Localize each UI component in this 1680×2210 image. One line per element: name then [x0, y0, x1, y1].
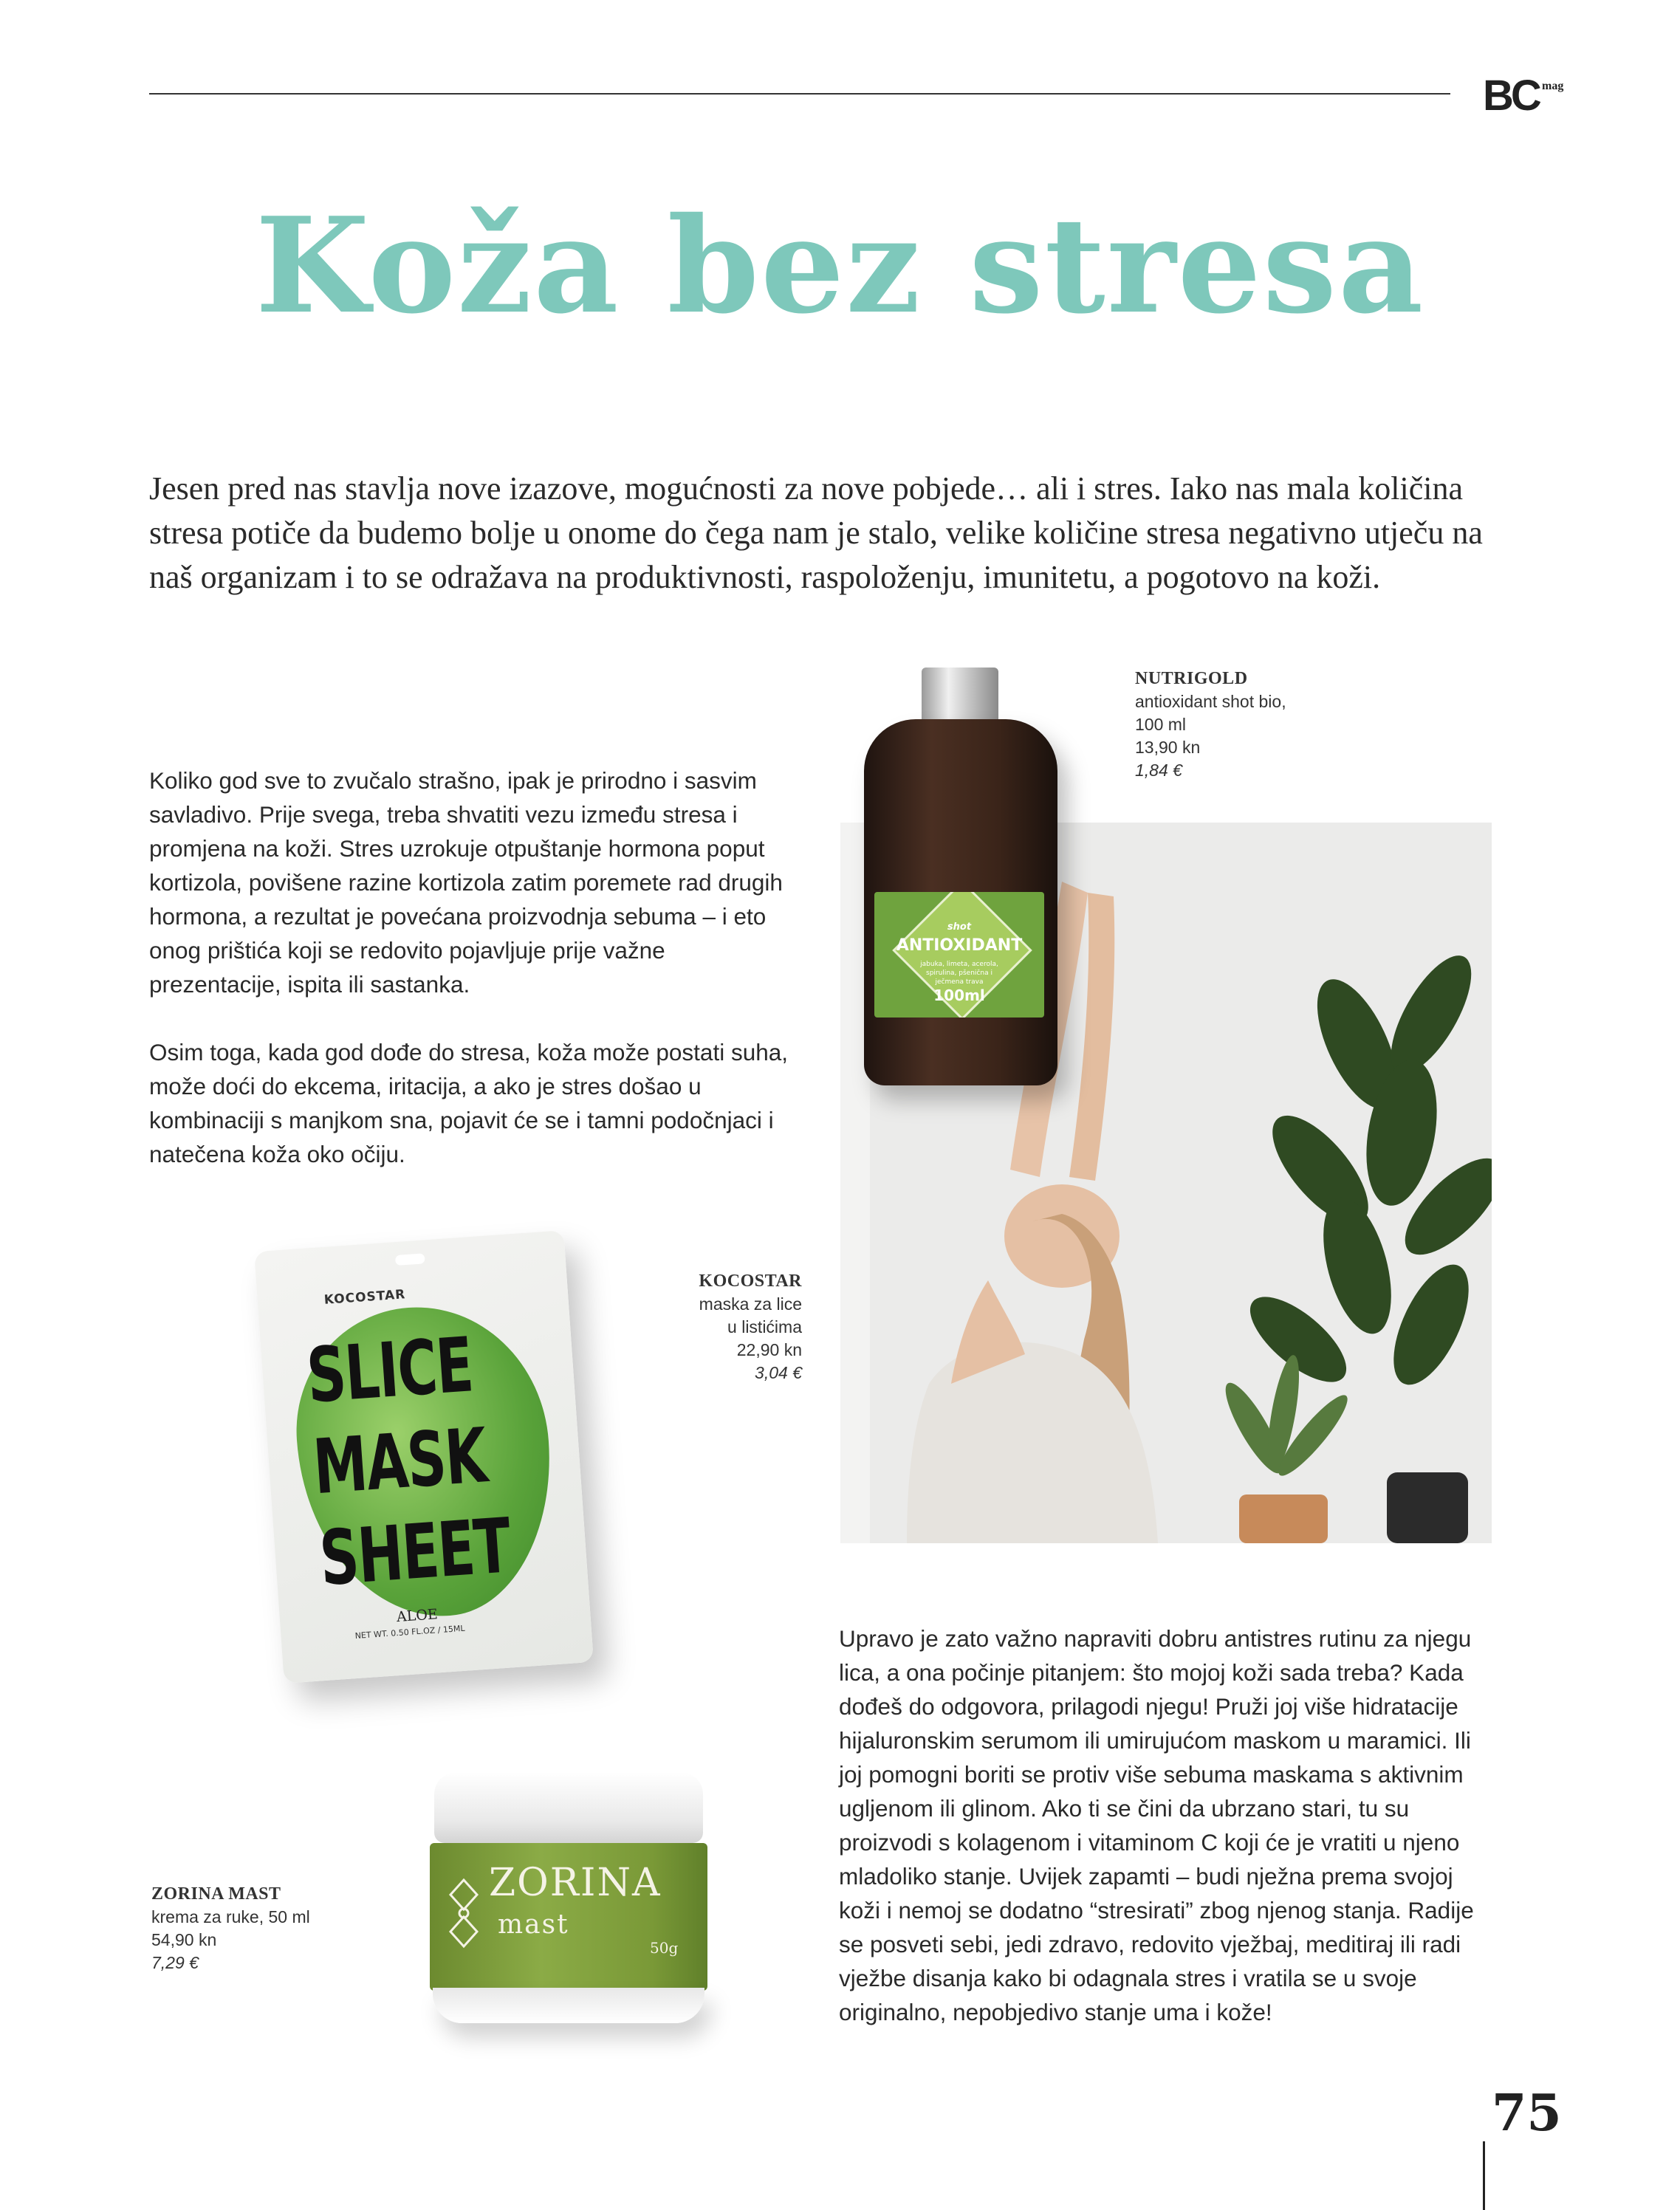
article-title: Koža bez stresa: [255, 188, 1425, 343]
zorina-brand: ZORINA MAST: [151, 1884, 281, 1904]
right-paragraph: Upravo je zato važno napraviti dobru antistres rutinu za njegu lica, a ona počinje pitanjem: što mojoj koži sada treba? Kada dođeš do odgovora, prilagodi njegu! Pruži joj više hidratacije hijaluronskim serumom ili umirujućom maskom u maramici. Ili joj pomogni boriti se protiv više sebuma maskama s aktivnim ugljenom ili glinom. Ako ti se čini da ubrzano stari, tu su proizvodi s kolagenom i vitaminom C koji će je vratiti u njeno mladoliko stanje. Uvijek zapamti – budi nježna prema svojoj koži i nemoj se dodatno “stresirati” zbog njenog stanja. Radije se posveti sebi, jedi zdravo, redovito vježbaj, meditiraj ili radi vježbe disanja kako bi odagnala stres i vratila se u svoje originalno, nepobjedivo stanje uma i kože!: [839, 1625, 1474, 2025]
bottle-cap: [922, 668, 998, 725]
jar-weight: 50g: [650, 1939, 679, 1957]
zorina-price-eur: 7,29 €: [151, 1953, 199, 1972]
antioxidant-bottle-image: [857, 668, 1067, 1096]
kocostar-brand: KOCOSTAR: [699, 1272, 802, 1291]
zorina-price-kn: 54,90 kn: [151, 1930, 217, 1949]
pack-title-line-2: MASK: [310, 1412, 490, 1512]
right-column: [839, 1622, 1489, 2063]
nutrigold-brand: NUTRIGOLD: [1135, 669, 1248, 688]
left-column: [149, 763, 799, 1205]
kocostar-line-1: maska za lice: [699, 1294, 802, 1314]
label-volume: 100ml: [933, 986, 985, 1004]
pack-net-weight: NET WT. 0.50 FL.OZ / 15ML: [354, 1623, 465, 1641]
left-paragraph-1: Koliko god sve to zvučalo strašno, ipak je prirodno i sasvim savladivo. Prije svega, treba shvatiti vezu između stresa i promjena na koži. Stres uzrokuje otpuštanje hormona poput kortizola, povišene razine kortizola zatim poremete rad drugih hormona, a rezultat je povećana proizvodnja sebuma – i eto onog prištića koji se redovito pojavljuje prije važne prezentacije, ispita ili sastanka.: [149, 767, 783, 998]
pack-hang-notch: [395, 1253, 425, 1266]
label-top-text: shot: [947, 922, 972, 933]
pack-title: [304, 1320, 513, 1605]
logo-main-text: BC: [1483, 72, 1539, 120]
nutrigold-name: antioxidant shot bio,: [1135, 692, 1286, 711]
lead-paragraph: Jesen pred nas stavlja nove izazove, mogućnosti za nove pobjede… ali i stres. Iako nas mala količina stresa potiče da budemo bolje u onome do čega nam je stalo, velike količine stresa negativno utječu na naš organizam i to se odražava na produktivnosti, raspoloženju, imunitetu, a pogotovo na koži.: [149, 470, 1483, 595]
kocostar-line-2: u listićima: [727, 1317, 802, 1336]
kocostar-price-eur: 3,04 €: [755, 1363, 802, 1382]
nutrigold-size: 100 ml: [1135, 715, 1187, 734]
bottle-body: [864, 719, 1057, 1085]
page-number-rule: [1483, 2141, 1485, 2210]
header-rule: [149, 93, 1450, 95]
pack-variant: ALOE: [396, 1606, 439, 1626]
pack-title-line-1: SLICE: [304, 1321, 476, 1421]
bottle-label: [874, 892, 1044, 1018]
zorina-caption: [151, 1883, 373, 1974]
kocostar-price-kn: 22,90 kn: [736, 1340, 802, 1359]
nutrigold-price-kn: 13,90 kn: [1135, 738, 1201, 757]
jar-brand-name: ZORINA: [489, 1861, 662, 1905]
ornament-icon: [443, 1873, 484, 1954]
left-paragraph-2: Osim toga, kada god dođe do stresa, koža može postati suha, može doći do ekcema, iritacija, a ako je stres došao u kombinaciji s manjkom sna, pojavit će se i tamni podočnjaci i natečena koža oko očiju.: [149, 1039, 789, 1167]
label-product-name: ANTIOXIDANT: [896, 936, 1023, 955]
zorina-jar-image: [430, 1772, 710, 2045]
pack-brand: KOCOSTAR: [323, 1287, 406, 1308]
zorina-name: krema za ruke, 50 ml: [151, 1907, 310, 1926]
jar-lid: [434, 1772, 703, 1843]
kocostar-caption: [635, 1270, 802, 1384]
pack-title-line-3: SHEET: [317, 1502, 513, 1604]
slice-mask-sheet-image: [254, 1230, 594, 1684]
magazine-logo: [1483, 72, 1564, 120]
page-number: 75: [1492, 2084, 1562, 2143]
logo-small-text: mag: [1542, 80, 1564, 92]
label-ingredients: jabuka, limeta, acerola, spirulina, pšenična i ječmena trava: [920, 961, 998, 986]
nutrigold-caption: [1135, 668, 1357, 782]
nutrigold-price-eur: 1,84 €: [1135, 761, 1182, 780]
jar-base: [433, 1988, 704, 2023]
jar-sub-name: mast: [498, 1909, 569, 1940]
